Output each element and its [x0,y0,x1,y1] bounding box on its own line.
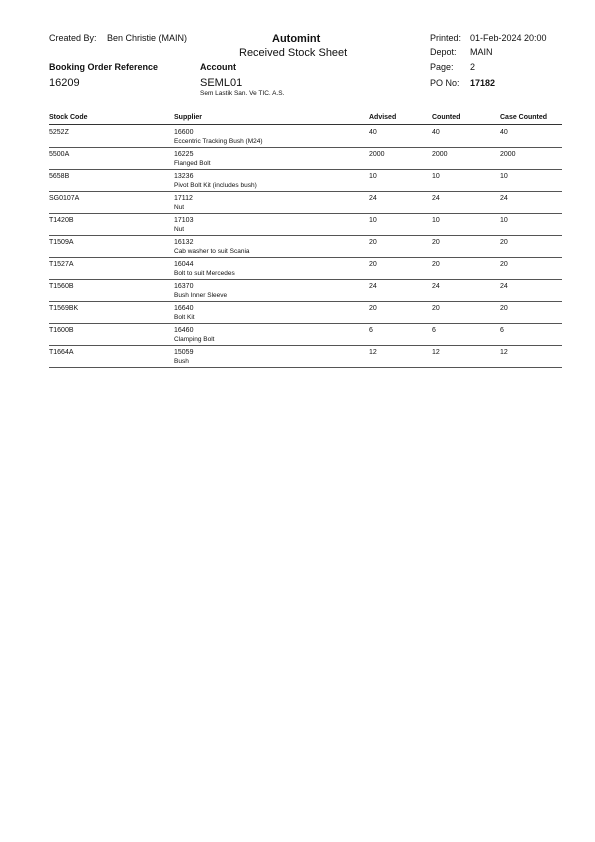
printed-label: Printed: [430,33,462,43]
counted-qty: 24 [432,195,440,202]
table-row [49,346,562,368]
counted-qty: 6 [432,327,436,334]
booking-ref-value: 16209 [49,77,80,89]
stock-code: T1560B [49,283,74,290]
counted-qty: 20 [432,239,440,246]
table-row [49,126,562,148]
item-description: Nut [174,204,185,211]
counted-qty: 10 [432,173,440,180]
counted-qty: 12 [432,349,440,356]
stock-code: SG0107A [49,195,80,202]
counted-qty: 10 [432,217,440,224]
depot-label: Depot: [430,47,457,57]
col-case-counted: Case Counted [500,114,548,121]
counted-qty: 20 [432,305,440,312]
company-name: Automint [272,33,321,45]
counted-qty: 20 [432,261,440,268]
po-label: PO No: [430,78,460,88]
table-header [49,114,562,124]
advised-qty: 20 [369,261,377,268]
item-description: Flanged Bolt [174,160,211,167]
supplier-code: 16460 [174,327,194,334]
advised-qty: 10 [369,217,377,224]
item-description: Bolt Kit [174,314,195,321]
stock-code: T1600B [49,327,74,334]
advised-qty: 2000 [369,151,385,158]
supplier-code: 13236 [174,173,194,180]
created-by-label: Created By: [49,33,97,43]
table-row [49,148,562,170]
supplier-code: 16044 [174,261,194,268]
stock-code: T1664A [49,349,74,356]
stock-code: T1509A [49,239,74,246]
case-counted-qty: 24 [500,195,508,202]
header-rule [49,124,562,125]
case-counted-qty: 10 [500,173,508,180]
item-description: Bush Inner Sleeve [174,292,228,299]
advised-qty: 10 [369,173,377,180]
supplier-code: 17112 [174,195,193,202]
stock-code: T1420B [49,217,74,224]
case-counted-qty: 24 [500,283,508,290]
table-row [49,170,562,192]
stock-code: T1569BK [49,305,79,312]
table-row [49,324,562,346]
stock-code: 5658B [49,173,70,180]
item-description: Nut [174,226,185,233]
depot-value: MAIN [470,47,493,57]
supplier-code: 16370 [174,283,194,290]
supplier-code: 16600 [174,129,194,136]
advised-qty: 24 [369,283,377,290]
stock-table-body [49,126,562,368]
col-counted: Counted [432,114,461,121]
printed-value: 01-Feb-2024 20:00 [470,33,547,43]
account-code: SEML01 [200,77,243,89]
item-description: Clamping Bolt [174,336,215,343]
page-value: 2 [470,62,476,72]
counted-qty: 2000 [432,151,448,158]
account-label: Account [200,62,236,72]
col-stock-code: Stock Code [49,114,88,121]
counted-qty: 40 [432,129,440,136]
item-description: Pivot Bolt Kit (includes bush) [174,182,257,189]
supplier-code: 15059 [174,349,194,356]
case-counted-qty: 20 [500,239,508,246]
case-counted-qty: 6 [500,327,504,334]
advised-qty: 20 [369,305,377,312]
supplier-code: 16225 [174,151,194,158]
case-counted-qty: 2000 [500,151,516,158]
item-description: Cab washer to suit Scania [174,248,250,255]
table-row [49,192,562,214]
item-description: Eccentric Tracking Bush (M24) [174,138,263,145]
po-value: 17182 [470,78,496,88]
table-row [49,302,562,324]
item-description: Bush [174,358,189,365]
stock-code: 5500A [49,151,70,158]
advised-qty: 12 [369,349,377,356]
advised-qty: 24 [369,195,377,202]
item-description: Bolt to suit Mercedes [174,270,235,277]
booking-ref-label: Booking Order Reference [49,62,159,72]
advised-qty: 6 [369,327,373,334]
case-counted-qty: 10 [500,217,508,224]
advised-qty: 20 [369,239,377,246]
table-row [49,258,562,280]
stock-code: T1527A [49,261,74,268]
stock-code: 5252Z [49,129,69,136]
counted-qty: 24 [432,283,440,290]
case-counted-qty: 12 [500,349,508,356]
table-row [49,214,562,236]
table-row [49,280,562,302]
supplier-code: 17103 [174,217,194,224]
supplier-code: 16132 [174,239,194,246]
page-label: Page: [430,62,454,72]
table-row [49,236,562,258]
col-advised: Advised [369,114,397,121]
case-counted-qty: 40 [500,129,508,136]
case-counted-qty: 20 [500,261,508,268]
col-supplier: Supplier [174,114,203,121]
advised-qty: 40 [369,129,377,136]
supplier-code: 16640 [174,305,194,312]
sheet-title: Received Stock Sheet [239,47,348,59]
case-counted-qty: 20 [500,305,508,312]
account-name: Sem Lastik San. Ve TIC. A.S. [200,90,285,97]
created-by-value: Ben Christie (MAIN) [107,33,188,43]
